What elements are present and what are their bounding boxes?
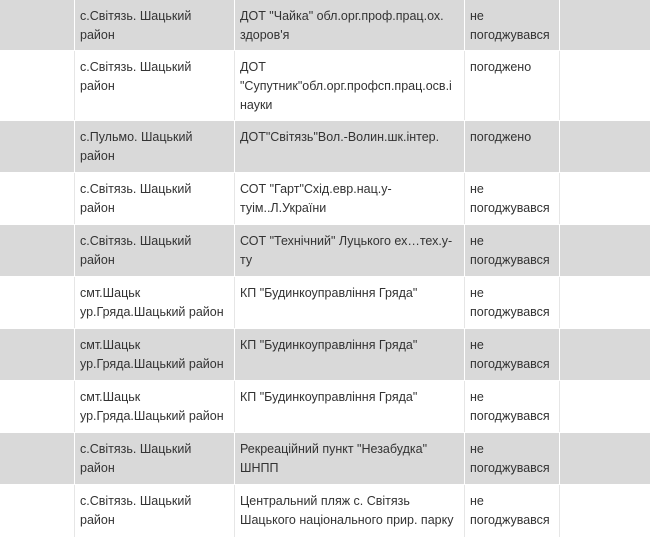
cell-location-line: район (80, 461, 115, 475)
cell-name (234, 277, 464, 328)
cell-status-line: не (470, 494, 484, 508)
cell-name-line: ДОТ (240, 60, 266, 74)
cell-status-line: погоджено (470, 60, 532, 74)
cell-location-line: смт.Шацьк (80, 286, 141, 300)
cell-name-line: ту (240, 253, 253, 267)
cell-status-line: погоджувався (470, 28, 550, 42)
cell-location-line: с.Світязь. Шацький (80, 494, 192, 508)
cell-name-line: ДОТ "Чайка" обл.орг.проф.прац.ох. (240, 9, 444, 23)
table-row (0, 51, 650, 121)
cell-name (234, 0, 464, 50)
cell-location (74, 433, 234, 484)
cell-name-line: здоров'я (240, 28, 290, 42)
cell-name-line: науки (240, 98, 273, 112)
cell-status-line: не (470, 338, 484, 352)
cell-status-line: не (470, 286, 484, 300)
cell-status (464, 0, 559, 50)
cell-index (0, 173, 74, 224)
cell-location-line: с.Світязь. Шацький (80, 234, 192, 248)
cell-location-line: ур.Гряда.Шацький район (80, 357, 224, 371)
cell-name-line: Центральний пляж с. Світязь (240, 494, 410, 508)
table-row (0, 173, 650, 225)
cell-extra (559, 277, 650, 328)
cell-name (234, 121, 464, 172)
cell-index (0, 277, 74, 328)
table-row (0, 121, 650, 173)
cell-name-line: ШНПП (240, 461, 279, 475)
cell-name-line: "Супутник"обл.орг.профсп.прац.осв.і (240, 79, 452, 93)
cell-location (74, 0, 234, 50)
cell-index (0, 485, 74, 537)
cell-status (464, 485, 559, 537)
cell-name-line: КП "Будинкоуправління Гряда" (240, 338, 418, 352)
table-row (0, 485, 650, 538)
cell-index (0, 329, 74, 380)
cell-status-line: не (470, 442, 484, 456)
cell-location (74, 485, 234, 537)
cell-location-line: с.Світязь. Шацький (80, 9, 192, 23)
cell-status (464, 121, 559, 172)
cell-location-line: с.Світязь. Шацький (80, 60, 192, 74)
cell-name (234, 51, 464, 120)
cell-location (74, 121, 234, 172)
cell-status (464, 277, 559, 328)
cell-name-line: СОТ "Технічний" Луцького ех…тех.у- (240, 234, 453, 248)
cell-location-line: смт.Шацьк (80, 338, 141, 352)
cell-status-line: погоджувався (470, 253, 550, 267)
cell-location-line: с.Світязь. Шацький (80, 442, 192, 456)
cell-name (234, 329, 464, 380)
cell-location-line: смт.Шацьк (80, 390, 141, 404)
cell-index (0, 225, 74, 276)
cell-extra (559, 173, 650, 224)
table-row (0, 0, 650, 51)
cell-index (0, 0, 74, 50)
cell-status-line: не (470, 182, 484, 196)
cell-extra (559, 225, 650, 276)
cell-status-line: не (470, 9, 484, 23)
table-row (0, 381, 650, 433)
cell-name-line: КП "Будинкоуправління Гряда" (240, 390, 418, 404)
cell-name (234, 381, 464, 432)
cell-extra (559, 51, 650, 120)
table-row (0, 433, 650, 485)
cell-location (74, 277, 234, 328)
cell-name (234, 173, 464, 224)
cell-extra (559, 0, 650, 50)
cell-location (74, 381, 234, 432)
cell-status (464, 51, 559, 120)
cell-extra (559, 485, 650, 537)
cell-name-line: туім..Л.України (240, 201, 327, 215)
table-row (0, 329, 650, 381)
cell-location (74, 329, 234, 380)
cell-extra (559, 329, 650, 380)
cell-status (464, 173, 559, 224)
cell-name-line: Шацького національного прир. парку (240, 513, 454, 527)
cell-name-line: Рекреаційний пункт "Незабудка" (240, 442, 428, 456)
cell-location-line: район (80, 253, 115, 267)
cell-location (74, 173, 234, 224)
cell-status-line: не (470, 234, 484, 248)
cell-status (464, 329, 559, 380)
cell-name (234, 225, 464, 276)
cell-status-line: погоджувався (470, 461, 550, 475)
cell-index (0, 51, 74, 120)
cell-status-line: не (470, 390, 484, 404)
cell-status-line: погоджувався (470, 357, 550, 371)
cell-location-line: район (80, 28, 115, 42)
cell-status-line: погоджувався (470, 201, 550, 215)
cell-location (74, 225, 234, 276)
cell-location-line: район (80, 513, 115, 527)
cell-location-line: район (80, 149, 115, 163)
cell-location-line: район (80, 201, 115, 215)
cell-name-line: ДОТ"Світязь"Вол.-Волин.шк.інтер. (240, 130, 440, 144)
cell-index (0, 381, 74, 432)
table-row (0, 277, 650, 329)
cell-status (464, 381, 559, 432)
cell-extra (559, 433, 650, 484)
cell-name (234, 433, 464, 484)
cell-location-line: ур.Гряда.Шацький район (80, 305, 224, 319)
table-row (0, 225, 650, 277)
cell-status (464, 225, 559, 276)
cell-index (0, 433, 74, 484)
cell-status-line: погоджувався (470, 409, 550, 423)
cell-location (74, 51, 234, 120)
cell-location-line: с.Світязь. Шацький (80, 182, 192, 196)
cell-status-line: погоджувався (470, 305, 550, 319)
cell-location-line: с.Пульмо. Шацький (80, 130, 193, 144)
cell-name (234, 485, 464, 537)
cell-location-line: район (80, 79, 115, 93)
cell-name-line: СОТ "Гарт"Схід.евр.нац.у- (240, 182, 392, 196)
cell-location-line: ур.Гряда.Шацький район (80, 409, 224, 423)
cell-index (0, 121, 74, 172)
cell-status-line: погоджено (470, 130, 532, 144)
cell-extra (559, 381, 650, 432)
cell-name-line: КП "Будинкоуправління Гряда" (240, 286, 418, 300)
cell-status (464, 433, 559, 484)
cell-extra (559, 121, 650, 172)
cell-status-line: погоджувався (470, 513, 550, 527)
